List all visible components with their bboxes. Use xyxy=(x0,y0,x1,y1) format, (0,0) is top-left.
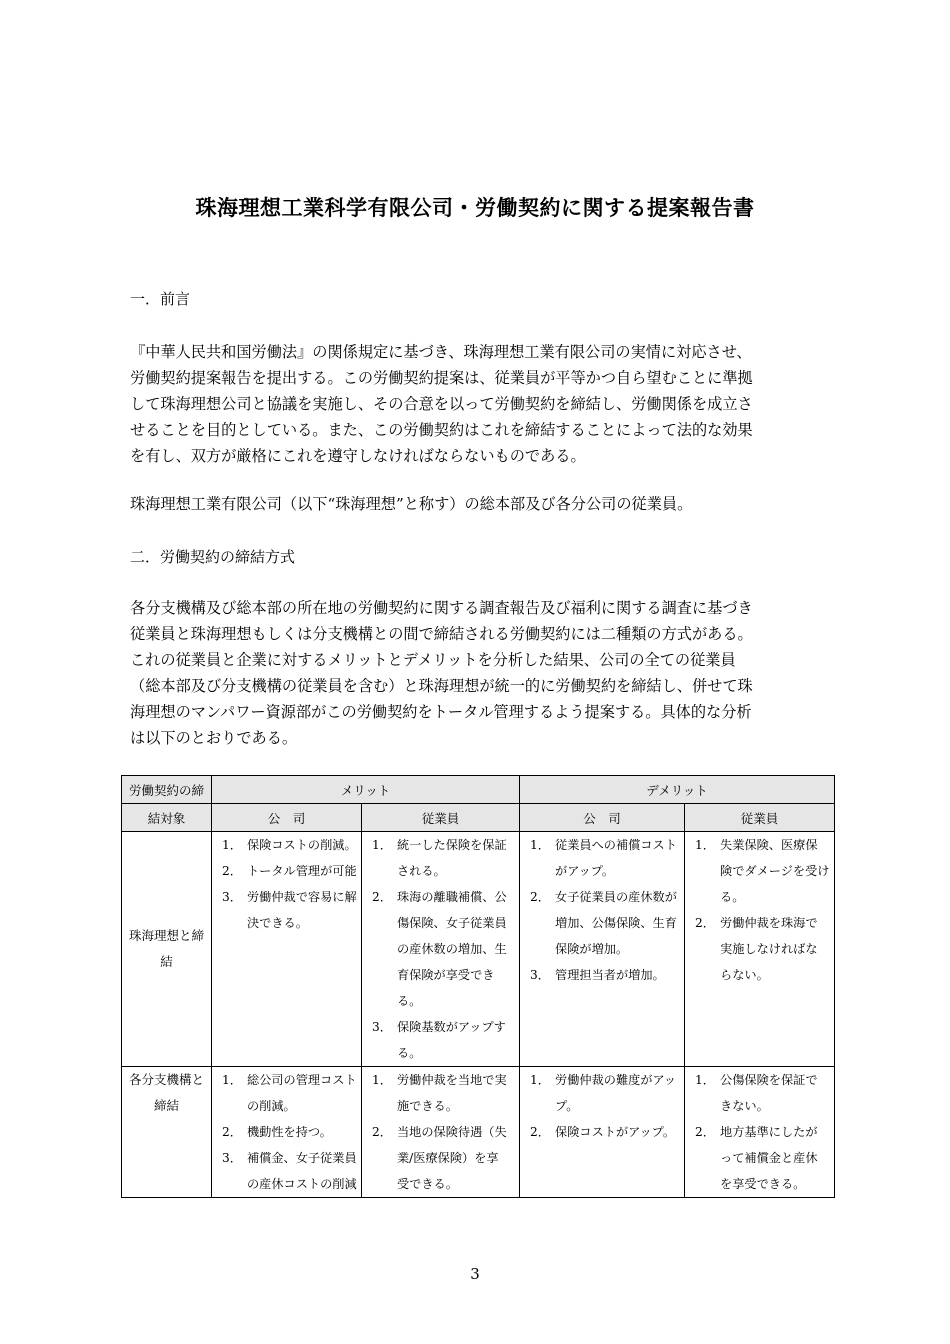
document-title: 珠海理想工業科学有限公司・労働契約に関する提案報告書 xyxy=(195,196,755,220)
item-text-line: 保険コストがアップ。 xyxy=(555,1125,676,1139)
comparison-table xyxy=(121,775,835,1198)
cell-demerit-employee xyxy=(685,1067,835,1198)
item-text-line: 女子従業員の産休数が xyxy=(555,890,677,904)
item-text-line: 傷保険、女子従業員 xyxy=(397,916,507,930)
list-item xyxy=(362,832,519,884)
row-label-line: 珠海理想と締 xyxy=(128,928,204,943)
list-item xyxy=(520,1119,684,1145)
table-subheader-row xyxy=(122,804,835,832)
list-item xyxy=(685,832,834,910)
item-text-line: 労働仲裁を珠海で xyxy=(720,916,818,930)
header-merit-company: 公 司 xyxy=(212,804,362,832)
item-text-line: る。 xyxy=(720,890,745,904)
paragraph-line: これの従業員と企業に対するメリットとデメリットを分析した結果、公司の全ての従業員 xyxy=(130,651,736,669)
paragraph-line: 『中華人民共和国労働法』の関係規定に基づき、珠海理想工業有限公司の実情に対応させ、 xyxy=(130,343,752,361)
paragraph-line: は以下のとおりである。 xyxy=(130,729,298,747)
paragraph-line: （総本部及び分支機構の従業員を含む）と珠海理想が統一的に労働契約を締結し、併せて珠 xyxy=(130,677,753,695)
list-item xyxy=(520,832,684,884)
row-label-branch xyxy=(122,1067,212,1198)
item-number: 1． xyxy=(372,1073,392,1087)
row-label-line: 結 xyxy=(160,954,173,969)
row-label-line: 締結 xyxy=(153,1098,179,1113)
paragraph-line: 海理想のマンパワー資源部がこの労働契約をトータル管理するよう提案する。具体的な分析 xyxy=(130,703,752,721)
item-text-line: って補償金と産休 xyxy=(720,1151,818,1165)
cell-demerit-employee xyxy=(685,832,835,1067)
list-item xyxy=(520,884,684,962)
item-text-line: 総公司の管理コスト xyxy=(247,1073,357,1087)
item-number: 2． xyxy=(222,864,242,878)
list-item xyxy=(212,832,361,858)
item-text-line: る。 xyxy=(397,1046,422,1060)
item-number: 3． xyxy=(372,1020,392,1034)
list-item xyxy=(685,1067,834,1119)
item-text-line: 保険が増加。 xyxy=(555,942,629,956)
item-text-line: トータル管理が可能 xyxy=(247,864,357,878)
list-item xyxy=(362,1119,519,1197)
item-text-line: 補償金、女子従業員 xyxy=(247,1151,357,1165)
header-merit: メリット xyxy=(212,776,520,804)
item-number: 3． xyxy=(222,1151,242,1165)
item-number: 1． xyxy=(222,838,242,852)
item-number: 1． xyxy=(372,838,392,852)
item-text-line: 統一した保険を保証 xyxy=(397,838,507,852)
list-item xyxy=(520,1067,684,1119)
item-text-line: の産休数の増加、生 xyxy=(397,942,507,956)
item-text-line: 機動性を持つ。 xyxy=(247,1125,332,1139)
header-contract-target-2: 結対象 xyxy=(122,804,212,832)
header-demerit: デメリット xyxy=(520,776,835,804)
list-item xyxy=(212,1145,361,1197)
item-text-line: 施できる。 xyxy=(397,1099,458,1113)
item-text-line: 育保険が享受でき xyxy=(397,968,495,982)
cell-merit-company xyxy=(212,1067,362,1198)
cell-demerit-company xyxy=(520,832,685,1067)
cell-merit-company xyxy=(212,832,362,1067)
scope-paragraph xyxy=(130,491,840,517)
row-label-zhuhai xyxy=(122,832,212,1067)
paragraph-line: 各分支機構及び総本部の所在地の労働契約に関する調査報告及び福利に関する調査に基づき xyxy=(130,599,753,617)
item-number: 3． xyxy=(222,890,242,904)
item-number: 2． xyxy=(372,1125,392,1139)
item-text-line: 険でダメージを受け xyxy=(720,864,830,878)
table-row xyxy=(122,1067,835,1198)
table-header-row xyxy=(122,776,835,804)
list-item xyxy=(362,1067,519,1119)
item-text-line: る。 xyxy=(397,994,422,1008)
item-number: 2． xyxy=(372,890,392,904)
item-number: 1． xyxy=(530,1073,550,1087)
item-text-line: らない。 xyxy=(720,968,769,982)
item-text-line: 保険基数がアップす xyxy=(397,1020,506,1034)
item-text-line: の産休コストの削減 xyxy=(247,1177,357,1191)
method-paragraph xyxy=(130,595,840,751)
item-number: 1． xyxy=(695,1073,715,1087)
item-number: 1． xyxy=(695,838,715,852)
paragraph-line: 従業員と珠海理想もしくは分支機構との間で締結される労働契約には二種類の方式がある。 xyxy=(130,625,753,643)
item-text-line: 労働仲裁で容易に解 xyxy=(247,890,357,904)
header-merit-employee: 従業員 xyxy=(362,804,520,832)
paragraph-line: せることを目的としている。また、この労働契約はこれを締結することによって法的な効果 xyxy=(130,421,753,439)
list-item xyxy=(212,884,361,936)
cell-demerit-company xyxy=(520,1067,685,1198)
paragraph-line: して珠海理想公司と協議を実施し、その合意を以って労働契約を締結し、労働関係を成立さ xyxy=(130,395,753,413)
header-demerit-employee: 従業員 xyxy=(685,804,835,832)
header-contract-target-1: 労働契約の締 xyxy=(122,776,212,804)
item-text-line: 管理担当者が増加。 xyxy=(555,968,665,982)
paragraph-line: 珠海理想工業有限公司（以下“珠海理想”と称す）の総本部及び各分公司の従業員。 xyxy=(130,495,693,513)
item-text-line: 公傷保険を保証で xyxy=(720,1073,818,1087)
paragraph-line: 労働契約提案報告を提出する。この労働契約提案は、従業員が平等かつ自ら望むことに準拠 xyxy=(130,369,753,387)
item-text-line: 労働仲裁の難度がアッ xyxy=(555,1073,677,1087)
item-number: 2． xyxy=(695,1125,715,1139)
item-number: 1． xyxy=(222,1073,242,1087)
section-heading-preface: 一．前言 xyxy=(130,290,191,308)
item-text-line: きない。 xyxy=(720,1099,769,1113)
row-label-line: 各分支機構と xyxy=(128,1072,204,1087)
item-text-line: 当地の保険待遇（失 xyxy=(397,1125,507,1139)
list-item xyxy=(362,1014,519,1066)
list-item xyxy=(685,1119,834,1197)
item-text-line: 実施しなければな xyxy=(720,942,818,956)
item-text-line: 地方基準にしたが xyxy=(720,1125,818,1139)
table-row xyxy=(122,832,835,1067)
item-text-line: 保険コストの削減。 xyxy=(247,838,357,852)
list-item xyxy=(362,884,519,1014)
page-number: 3 xyxy=(470,1265,480,1283)
item-text-line: を享受できる。 xyxy=(720,1177,806,1191)
item-number: 3． xyxy=(530,968,550,982)
item-text-line: 従業員への補償コスト xyxy=(555,838,677,852)
item-number: 2． xyxy=(530,890,550,904)
item-text-line: 受できる。 xyxy=(397,1177,458,1191)
item-number: 1． xyxy=(530,838,550,852)
item-text-line: 決できる。 xyxy=(247,916,308,930)
item-number: 2． xyxy=(530,1125,550,1139)
item-text-line: 失業保険、医療保 xyxy=(720,838,818,852)
cell-merit-employee xyxy=(362,832,520,1067)
item-number: 2． xyxy=(695,916,715,930)
item-text-line: される。 xyxy=(397,864,446,878)
item-text-line: 業/医療保険）を享 xyxy=(397,1151,499,1165)
header-demerit-company: 公 司 xyxy=(520,804,685,832)
item-text-line: 労働仲裁を当地で実 xyxy=(397,1073,507,1087)
list-item xyxy=(212,1067,361,1119)
list-item xyxy=(685,910,834,988)
item-text-line: の削減。 xyxy=(247,1099,296,1113)
section-heading-method: 二．労働契約の締結方式 xyxy=(130,548,296,566)
preface-paragraph xyxy=(130,339,840,469)
list-item xyxy=(212,1119,361,1145)
item-text-line: がアップ。 xyxy=(555,864,615,878)
paragraph-line: を有し、双方が厳格にこれを遵守しなければならないものである。 xyxy=(130,447,586,465)
item-text-line: プ。 xyxy=(555,1099,579,1113)
list-item xyxy=(520,962,684,988)
item-text-line: 珠海の離職補償、公 xyxy=(397,890,507,904)
item-number: 2． xyxy=(222,1125,242,1139)
list-item xyxy=(212,858,361,884)
item-text-line: 増加、公傷保険、生育 xyxy=(555,916,677,930)
cell-merit-employee xyxy=(362,1067,520,1198)
